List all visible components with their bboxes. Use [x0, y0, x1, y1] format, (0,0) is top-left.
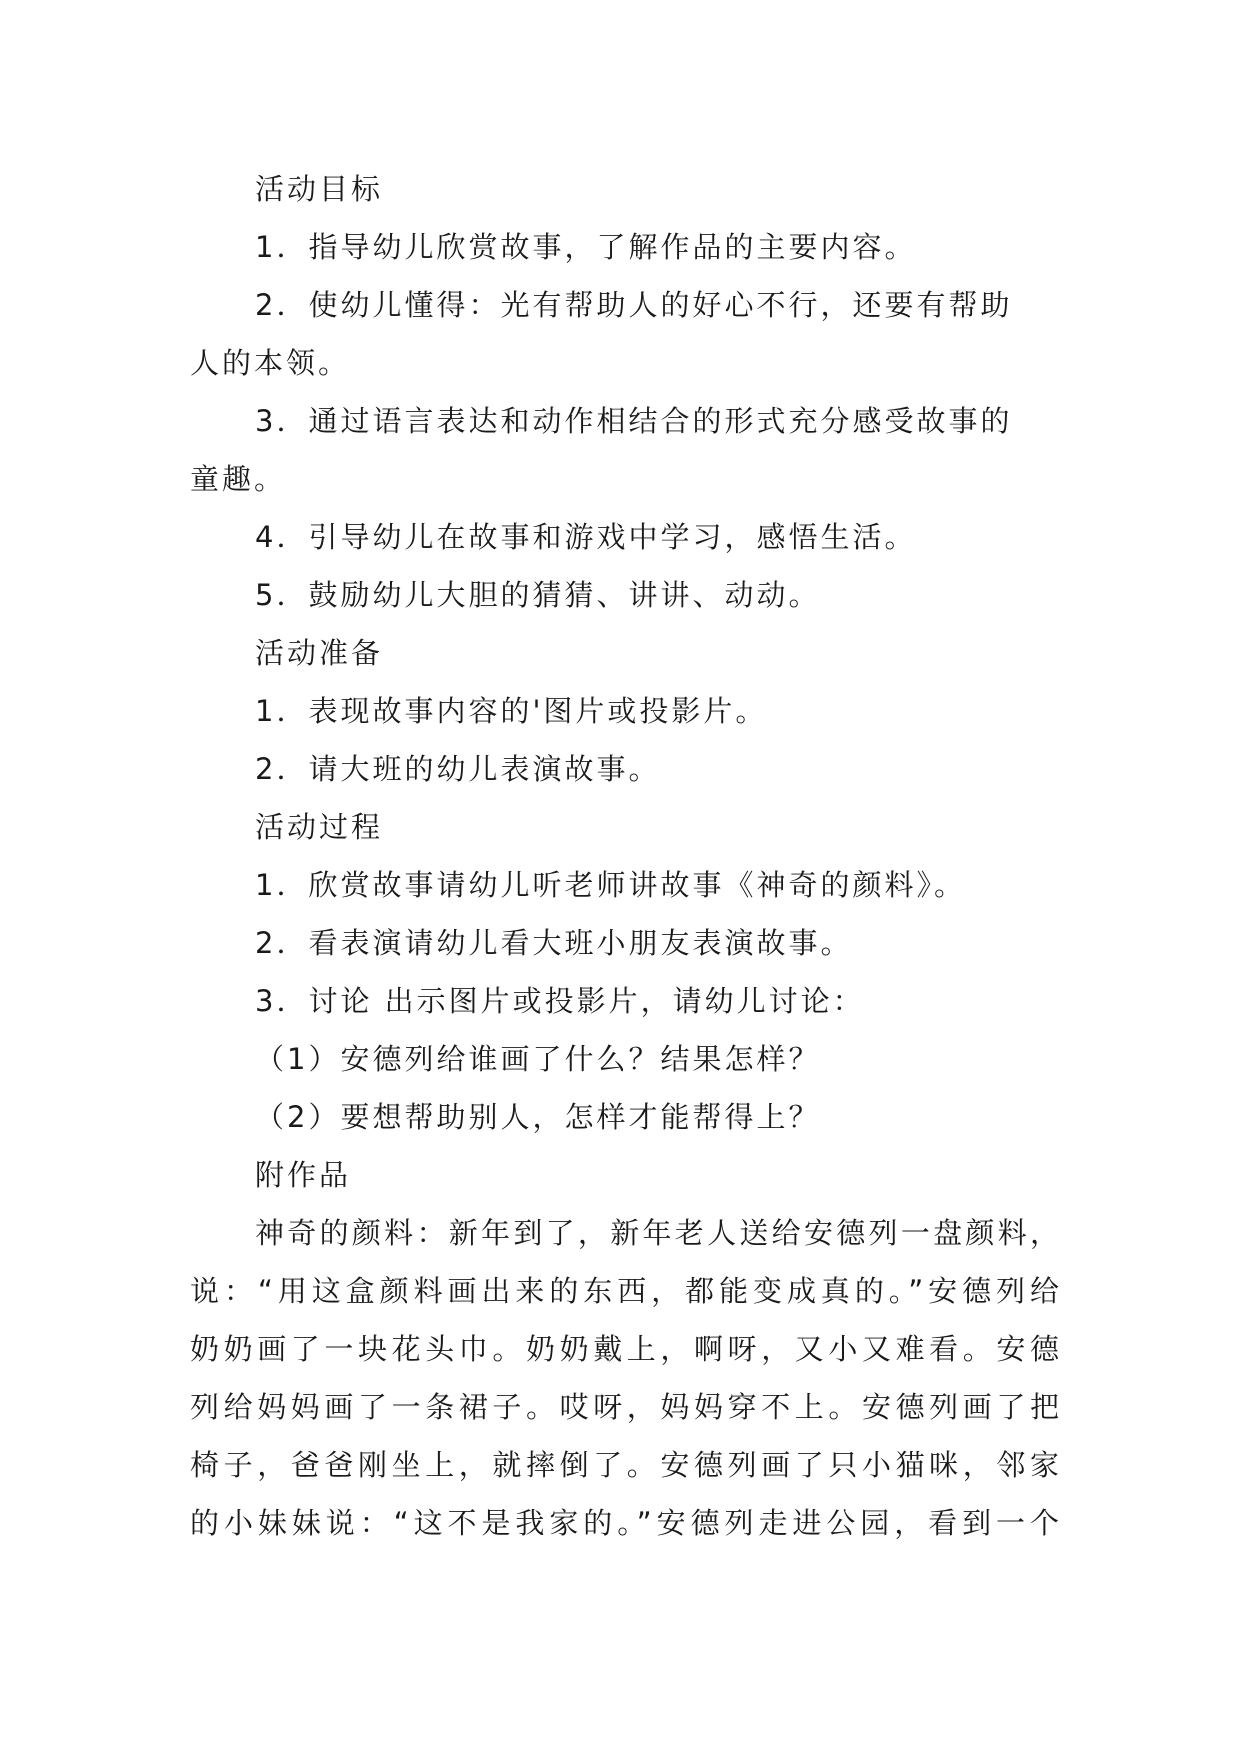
text-line: 附作品 [255, 1158, 352, 1192]
text-line: 1．欣赏故事请幼儿听老师讲故事《神奇的颜料》。 [255, 868, 966, 902]
text-line: 说：“用这盒颜料画出来的东西，都能变成真的。”安德列给 [190, 1274, 1060, 1308]
document-page [190, 160, 1060, 1552]
text-line: 的小妹妹说：“这不是我家的。”安德列走进公园，看到一个 [190, 1506, 1060, 1540]
text-line: （2）要想帮助别人，怎样才能帮得上？ [255, 1100, 821, 1134]
text-line: 活动目标 [255, 172, 384, 206]
text-line: 人的本领。 [190, 346, 351, 380]
text-line: 列给妈妈画了一条裙子。哎呀，妈妈穿不上。安德列画了把 [190, 1390, 1060, 1424]
text-line: 1．表现故事内容的'图片或投影片。 [255, 694, 768, 728]
text-line: 椅子，爸爸刚坐上，就摔倒了。安德列画了只小猫咪，邻家 [190, 1448, 1060, 1482]
text-line: 2．使幼儿懂得：光有帮助人的好心不行，还要有帮助 [255, 288, 1013, 322]
text-line: 神奇的颜料：新年到了，新年老人送给安德列一盘颜料， [255, 1216, 1060, 1250]
text-line: 活动准备 [255, 636, 384, 670]
text-line: 3．讨论 出示图片或投影片，请幼儿讨论： [255, 984, 865, 1018]
text-line: 1．指导幼儿欣赏故事，了解作品的主要内容。 [255, 230, 917, 264]
text-line: （1）安德列给谁画了什么？结果怎样？ [255, 1042, 821, 1076]
text-line: 4．引导幼儿在故事和游戏中学习，感悟生活。 [255, 520, 917, 554]
text-line: 奶奶画了一块花头巾。奶奶戴上，啊呀，又小又难看。安德 [190, 1332, 1060, 1366]
text-line: 活动过程 [255, 810, 384, 844]
text-line: 5．鼓励幼儿大胆的猜猜、讲讲、动动。 [255, 578, 821, 612]
text-line: 3．通过语言表达和动作相结合的形式充分感受故事的 [255, 404, 1013, 438]
text-line: 童趣。 [190, 462, 287, 496]
text-line: 2．看表演请幼儿看大班小朋友表演故事。 [255, 926, 853, 960]
text-line: 2．请大班的幼儿表演故事。 [255, 752, 661, 786]
